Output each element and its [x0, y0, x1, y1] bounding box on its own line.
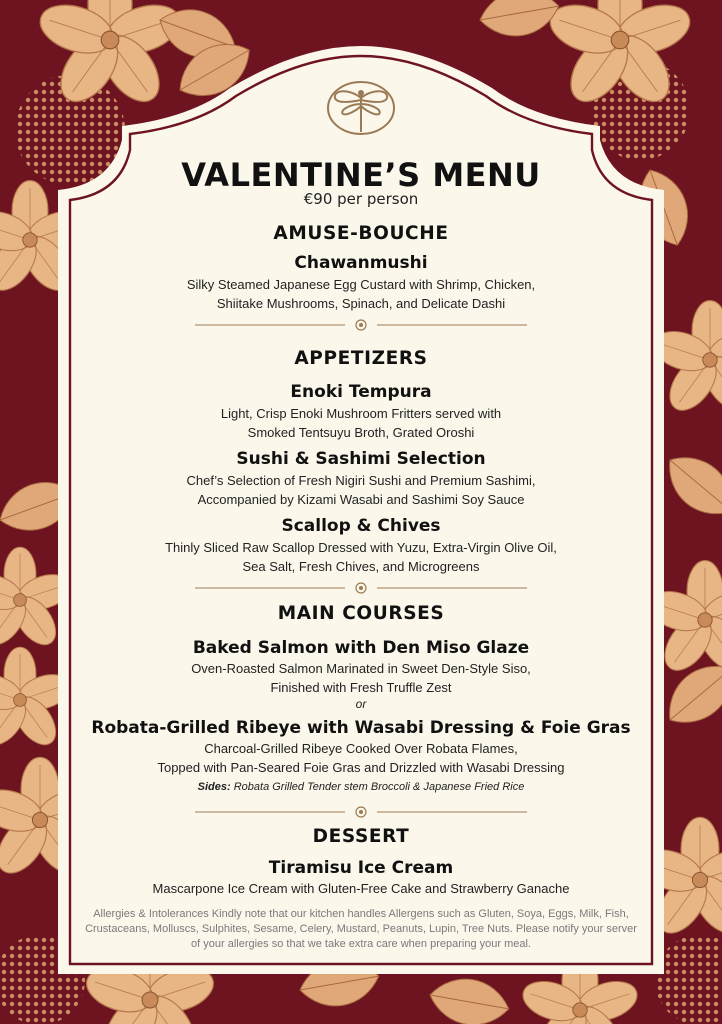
description-line: Light, Crisp Enoki Mushroom Fritters served with — [220, 406, 502, 421]
description-line: Sea Salt, Fresh Chives, and Microgreens — [242, 559, 480, 574]
menu-title: VALENTINE’S MENU — [181, 156, 541, 194]
allergy-note: Allergies & Intolerances Kindly note that our kitchen handles Allergens such as Gluten, Soya, Eggs, Milk, Fish, Crustaceans, Molluscs, Sulphites, Sesame, Celery, Mustard, Peanuts, Lupin, Tree Nuts. Please notify your server of your allergies so that we take extra care when preparing your meal. — [85, 908, 637, 950]
sides-note — [70, 781, 652, 793]
dish-description — [70, 404, 652, 442]
menu-price: €90 per person — [303, 190, 419, 208]
dish-name: Tiramisu Ice Cream — [268, 858, 454, 878]
section-heading-dessert: DESSERT — [312, 826, 410, 847]
dish-description — [70, 879, 652, 898]
dish-name: Enoki Tempura — [290, 382, 432, 402]
sides-text: Robata Grilled Tender stem Broccoli & Japanese Fried Rice — [233, 781, 525, 793]
description-line: Shiitake Mushrooms, Spinach, and Delicate Dashi — [216, 296, 506, 311]
description-line: Smoked Tentsuyu Broth, Grated Oroshi — [247, 425, 475, 440]
or-separator: or — [355, 697, 367, 711]
dish-name: Baked Salmon with Den Miso Glaze — [192, 638, 530, 658]
description-line: Mascarpone Ice Cream with Gluten-Free Cake and Strawberry Ganache — [152, 881, 570, 896]
ornament-divider — [195, 805, 527, 819]
description-line: Charcoal-Grilled Ribeye Cooked Over Robata Flames, — [204, 741, 518, 756]
section-heading-main-courses: MAIN COURSES — [277, 603, 445, 624]
menu-content — [70, 0, 652, 1024]
description-line: Topped with Pan-Seared Foie Gras and Drizzled with Wasabi Dressing — [157, 760, 565, 775]
description-line: Thinly Sliced Raw Scallop Dressed with Yuzu, Extra-Virgin Olive Oil, — [165, 540, 557, 555]
description-line: Accompanied by Kizami Wasabi and Sashimi Soy Sauce — [197, 492, 525, 507]
dish-description — [70, 471, 652, 509]
dish-name: Sushi & Sashimi Selection — [236, 449, 486, 469]
dish-name: Robata-Grilled Ribeye with Wasabi Dressing & Foie Gras — [91, 718, 631, 738]
dish-description — [70, 275, 652, 313]
description-line: Chef’s Selection of Fresh Nigiri Sushi and Premium Sashimi, — [186, 473, 536, 488]
dish-description — [70, 538, 652, 576]
dish-description — [70, 659, 652, 697]
ornament-divider — [195, 318, 527, 332]
description-line: Finished with Fresh Truffle Zest — [270, 680, 452, 695]
dish-name: Scallop & Chives — [281, 516, 441, 536]
dish-description — [70, 739, 652, 777]
ornament-divider — [195, 581, 527, 595]
section-heading-appetizers: APPETIZERS — [294, 348, 428, 369]
sides-label: Sides: — [197, 781, 231, 793]
dish-name: Chawanmushi — [294, 253, 428, 273]
section-heading-amuse-bouche: AMUSE-BOUCHE — [273, 223, 449, 244]
description-line: Silky Steamed Japanese Egg Custard with Shrimp, Chicken, — [186, 277, 536, 292]
description-line: Oven-Roasted Salmon Marinated in Sweet Den-Style Siso, — [191, 661, 531, 676]
